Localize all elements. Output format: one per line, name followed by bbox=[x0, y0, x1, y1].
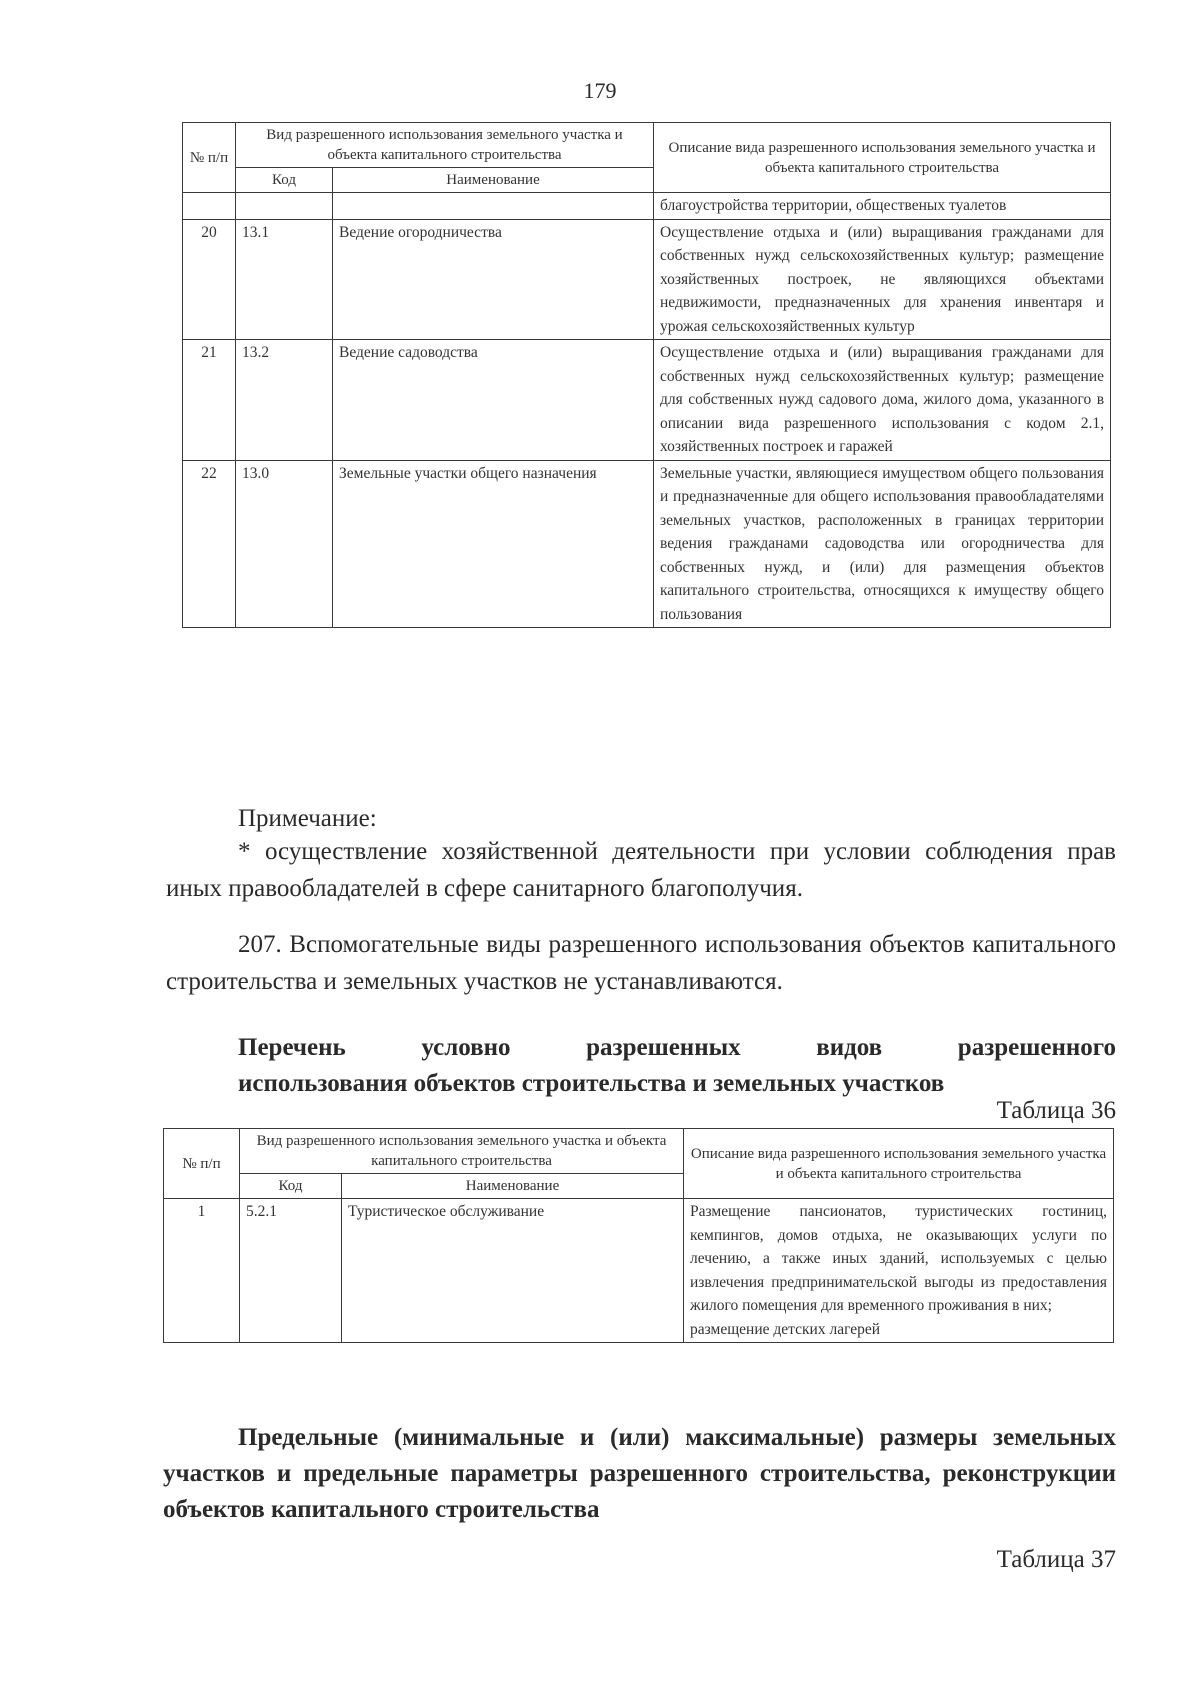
note-title: Примечание: bbox=[238, 805, 377, 832]
header-num: № п/п bbox=[183, 123, 236, 193]
row-num: 20 bbox=[183, 219, 236, 340]
header-description: Описание вида разрешенного использования земельного участка и объекта капитального строительства bbox=[684, 1129, 1114, 1199]
table-row bbox=[183, 193, 1111, 220]
heading-36-line1: Перечень условно разрешенных видов разрешенного bbox=[238, 1034, 1116, 1061]
row-code: 13.2 bbox=[236, 340, 333, 461]
row-description: Осуществление отдыха и (или) выращивания гражданами для собственных нужд сельскохозяйственных культур; размещение хозяйственных построек, не являющихся объектами недвижимости, предназначенных для хранения инвентаря и урожая сельскохозяйственных культур bbox=[654, 219, 1111, 340]
row-num: 1 bbox=[164, 1199, 240, 1343]
heading-table-37: Предельные (минимальные и (или) максимальные) размеры земельных участков и предельные параметры разрешенного строительства, реконструкции объектов капитального строительства bbox=[163, 1424, 1116, 1523]
row-num: 22 bbox=[183, 460, 236, 628]
header-num: № п/п bbox=[164, 1129, 240, 1199]
row-description-main: Размещение пансионатов, туристических гостиниц, кемпингов, домов отдыха, не оказывающих услуги по лечению, а также иных зданий, используемых с целью извлечения предпринимательской выгоды из предоставления жилого помещения для временного проживания в них; bbox=[690, 1203, 1108, 1314]
paragraph-207: 207. Вспомогательные виды разрешенного использования объектов капитального строительства и земельных участков не устанавливаются. bbox=[166, 931, 1116, 995]
header-group: Вид разрешенного использования земельного участка и объекта капитального строительства bbox=[236, 123, 654, 168]
header-description: Описание вида разрешенного использования земельного участка и объекта капитального строительства bbox=[654, 123, 1111, 193]
land-use-table-continued bbox=[182, 122, 1111, 628]
conditional-use-table bbox=[163, 1128, 1114, 1343]
table-row bbox=[164, 1199, 1114, 1343]
header-name: Наименование bbox=[333, 168, 654, 193]
row-code: 13.0 bbox=[236, 460, 333, 628]
row-name: Земельные участки общего назначения bbox=[333, 460, 654, 628]
page-number: 179 bbox=[583, 78, 617, 103]
row-description-extra: размещение детских лагерей bbox=[690, 1320, 881, 1338]
row-name: Туристическое обслуживание bbox=[342, 1199, 684, 1343]
row-code: 13.1 bbox=[236, 219, 333, 340]
header-code: Код bbox=[236, 168, 333, 193]
row-code: 5.2.1 bbox=[240, 1199, 342, 1343]
heading-36-line2: использования объектов строительства и земельных участков bbox=[238, 1070, 945, 1097]
row-description bbox=[684, 1199, 1114, 1343]
row-description: Земельные участки, являющиеся имуществом общего пользования и предназначенные для общего использования правообладателями земельных участков, расположенных в границах территории ведения гражданами садоводства или огородничества для собственных нужд, и (или) для размещения объектов капитального строительства, относящихся к имуществу общего пользования bbox=[654, 460, 1111, 628]
note-text: * осуществление хозяйственной деятельности при условии соблюдения прав иных правообладателей в сфере санитарного благополучия. bbox=[166, 838, 1116, 902]
header-name: Наименование bbox=[342, 1174, 684, 1199]
table-row bbox=[183, 340, 1111, 461]
header-code: Код bbox=[240, 1174, 342, 1199]
row-description: Осуществление отдыха и (или) выращивания гражданами для собственных нужд сельскохозяйственных культур; размещение для собственных нужд садового дома, жилого дома, указанного в описании вида разрешенного использования с кодом 2.1, хозяйственных построек и гаражей bbox=[654, 340, 1111, 461]
table-row bbox=[183, 460, 1111, 628]
header-group: Вид разрешенного использования земельного участка и объекта капитального строительства bbox=[240, 1129, 684, 1174]
heading-table-36 bbox=[238, 1030, 1116, 1102]
table-37-label: Таблица 37 bbox=[996, 1546, 1116, 1573]
table-36-label: Таблица 36 bbox=[996, 1097, 1116, 1124]
row-name: Ведение садоводства bbox=[333, 340, 654, 461]
row-name: Ведение огородничества bbox=[333, 219, 654, 340]
continuation-description: благоустройства территории, общественых туалетов bbox=[654, 193, 1111, 220]
row-num: 21 bbox=[183, 340, 236, 461]
table-row bbox=[183, 219, 1111, 340]
